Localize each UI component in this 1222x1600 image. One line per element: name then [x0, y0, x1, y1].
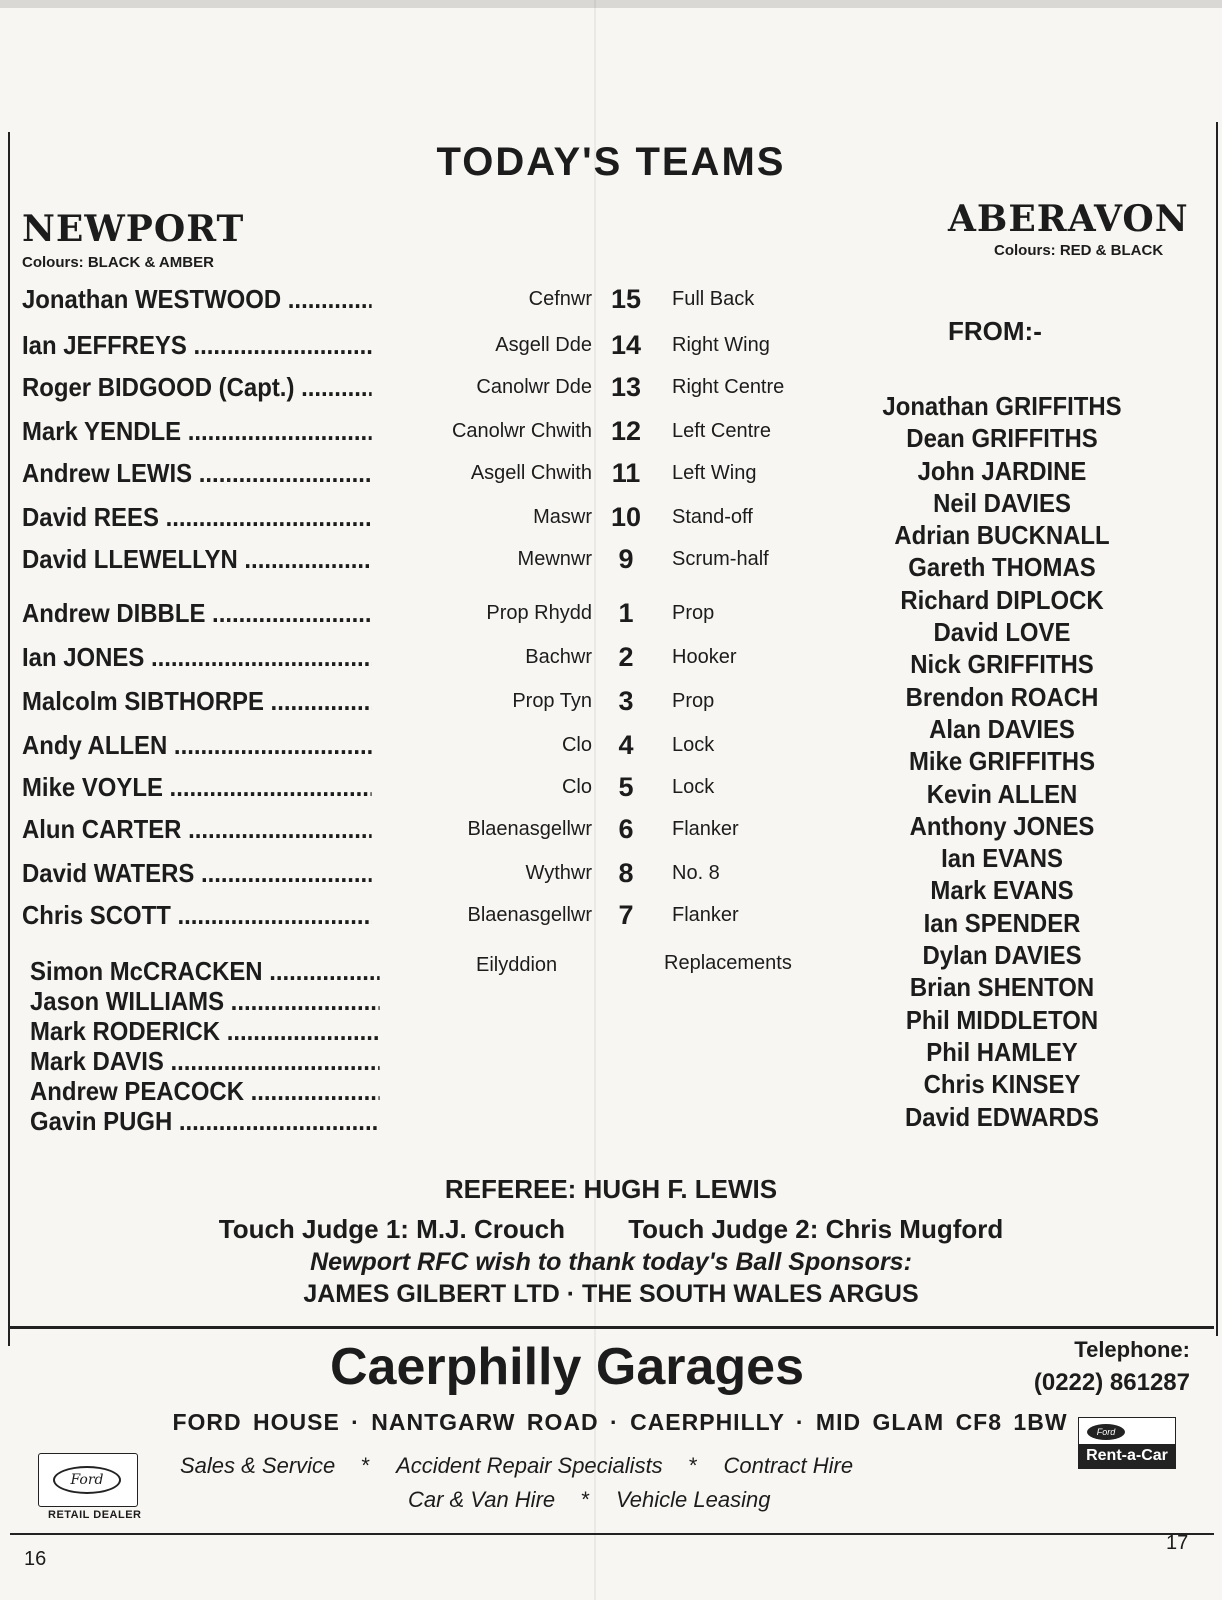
shirt-number: 12	[610, 416, 642, 446]
shirt-number: 15	[610, 284, 642, 314]
player-name: Mark YENDLE .....	[22, 416, 372, 447]
away-squad-player: Mark EVANS	[930, 875, 1074, 906]
away-from-label: FROM:-	[948, 316, 1042, 346]
shirt-number: 11	[611, 458, 641, 488]
shirt-number: 8	[618, 858, 634, 888]
replacement-player: Andrew PEACOCK .....	[30, 1076, 380, 1106]
position-name: Flanker	[672, 904, 739, 926]
position-name: Right Centre	[672, 376, 785, 398]
player-name: Chris SCOTT .....	[22, 900, 372, 931]
player-name: Roger BIDGOOD (Capt.) .....	[22, 372, 372, 403]
telephone-label: Telephone:	[1074, 1337, 1190, 1362]
away-squad-player: David EDWARDS	[904, 1101, 1100, 1132]
shirt-number: 3	[618, 686, 634, 716]
welsh-position: Canolwr Dde	[476, 376, 592, 398]
replacement-player: Gavin PUGH .....	[30, 1106, 380, 1136]
position-name: Full Back	[672, 288, 755, 310]
player-name: David LLEWELLYN .....	[22, 544, 372, 575]
left-border	[8, 132, 10, 1346]
away-squad-player: Richard DIPLOCK	[900, 584, 1104, 615]
away-squad-player: Alan DAVIES	[929, 713, 1075, 744]
service-car-van-hire: Car & Van Hire	[408, 1487, 556, 1512]
position-name: Prop	[672, 690, 715, 712]
welsh-position: Canolwr Chwith	[451, 420, 592, 442]
replacement-player: Mark RODERICK .....	[30, 1016, 380, 1046]
player-name: David WATERS .....	[22, 858, 372, 889]
away-squad-player: Kevin ALLEN	[926, 778, 1078, 809]
position-name: Lock	[672, 776, 715, 798]
service-contract-hire: Contract Hire	[723, 1453, 854, 1478]
away-team-colours: Colours: RED & BLACK	[994, 242, 1164, 259]
away-squad-player: Jonathan GRIFFITHS	[882, 391, 1122, 421]
sponsor-thanks: Newport RFC wish to thank today's Ball Sponsors:	[310, 1248, 912, 1276]
lineup-row	[22, 458, 842, 498]
lineup-row	[22, 598, 842, 638]
home-replacements	[30, 956, 410, 1136]
away-team-name: ABERAVON	[948, 198, 1189, 240]
services-line-1	[180, 1453, 1040, 1479]
replacements-label: Replacements	[664, 952, 792, 974]
replacement-player: Simon McCRACKEN .....	[30, 956, 380, 986]
page-number-left: 16	[24, 1548, 47, 1570]
away-squad-player: Phil MIDDLETON	[905, 1004, 1099, 1035]
welsh-position: Clo	[561, 776, 592, 798]
position-name: Left Wing	[672, 462, 757, 484]
telephone-number: (0222) 861287	[1033, 1369, 1190, 1396]
lineup-row	[22, 330, 842, 370]
page-top-edge	[0, 0, 1222, 8]
welsh-position: Bachwr	[525, 646, 592, 668]
lineup-row	[22, 730, 842, 770]
position-name: Hooker	[672, 646, 737, 668]
service-accident-repair: Accident Repair Specialists	[396, 1453, 663, 1478]
lineup-row	[22, 284, 842, 324]
advertisement	[10, 1326, 1214, 1535]
position-name: Flanker	[672, 818, 739, 840]
touch-judge-2: Touch Judge 2: Chris Mugford	[628, 1214, 1004, 1244]
lineup-row	[22, 372, 842, 412]
referee: REFEREE: HUGH F. LEWIS	[444, 1174, 778, 1204]
welsh-position: Prop Rhydd	[486, 602, 592, 624]
advert-brand: Caerphilly Garages	[330, 1338, 804, 1396]
rent-a-car-label: Rent-a-Car	[1079, 1444, 1175, 1468]
position-name: No. 8	[672, 862, 720, 884]
welsh-position: Asgell Chwith	[470, 462, 592, 484]
welsh-position: Prop Tyn	[512, 690, 592, 712]
lineup-row	[22, 814, 842, 854]
ford-logo-text: Ford	[70, 1472, 104, 1488]
away-squad-player: Phil HAMLEY	[926, 1036, 1078, 1067]
ford-mini-logo: Ford	[1087, 1424, 1125, 1440]
away-squad-player: Chris KINSEY	[923, 1069, 1081, 1100]
player-name: Andy ALLEN .....	[22, 730, 372, 761]
away-squad-player: Ian EVANS	[941, 843, 1063, 874]
lineup-row	[22, 858, 842, 898]
player-name: Malcolm SIBTHORPE .....	[22, 686, 372, 717]
replacement-player: Mark DAVIS .....	[30, 1046, 380, 1076]
player-name: Ian JEFFREYS .....	[22, 330, 372, 361]
lineup-row	[22, 900, 842, 940]
away-squad-player: Brian SHENTON	[909, 972, 1095, 1003]
player-name: Mike VOYLE .....	[22, 772, 372, 803]
welsh-position: Asgell Dde	[495, 334, 592, 356]
away-squad-player: Gareth THOMAS	[908, 552, 1096, 583]
away-squad-player: Mike GRIFFITHS	[908, 746, 1096, 777]
separator-star: *	[361, 1453, 370, 1478]
replacement-player: Jason WILLIAMS .....	[30, 986, 380, 1016]
position-name: Prop	[672, 602, 715, 624]
lineup-row	[22, 544, 842, 584]
player-name: Alun CARTER .....	[22, 814, 372, 845]
welsh-position: Cefnwr	[528, 288, 592, 310]
player-name: David REES .....	[22, 502, 372, 533]
away-squad-player: Brendon ROACH	[905, 681, 1099, 712]
welsh-position: Blaenasgellwr	[467, 818, 592, 840]
services-line-2	[408, 1487, 770, 1513]
welsh-position: Blaenasgellwr	[467, 904, 592, 926]
sponsor-names: JAMES GILBERT LTD · THE SOUTH WALES ARGUS	[303, 1280, 919, 1308]
player-name: Andrew DIBBLE .....	[22, 598, 372, 629]
position-name: Stand-off	[672, 506, 753, 528]
away-squad-player: Adrian BUCKNALL	[894, 520, 1110, 551]
advert-address: FORD HOUSE · NANTGARW ROAD · CAERPHILLY · MID GLAM CF8 1BW	[172, 1409, 1068, 1435]
touch-judge-1: Touch Judge 1: M.J. Crouch	[218, 1214, 565, 1244]
retail-dealer-label: RETAIL DEALER	[48, 1509, 142, 1521]
away-squad-player: Dylan DAVIES	[922, 940, 1082, 971]
service-vehicle-leasing: Vehicle Leasing	[615, 1487, 771, 1512]
touch-judges	[0, 1214, 1222, 1245]
ford-logo	[38, 1453, 138, 1507]
shirt-number: 9	[618, 544, 634, 574]
service-sales: Sales & Service	[180, 1453, 336, 1478]
shirt-number: 14	[610, 330, 642, 360]
rent-a-car-logo	[1078, 1417, 1176, 1469]
away-squad-player: Anthony JONES	[909, 810, 1095, 841]
position-name: Scrum-half	[672, 548, 769, 570]
page-title: TODAY'S TEAMS	[436, 140, 786, 184]
position-name: Left Centre	[672, 420, 771, 442]
welsh-position: Wythwr	[525, 862, 592, 884]
away-squad-player: Nick GRIFFITHS	[910, 649, 1094, 680]
shirt-number: 10	[610, 502, 642, 532]
shirt-number: 7	[618, 900, 634, 930]
right-border	[1216, 122, 1218, 1336]
shirt-number: 2	[618, 642, 634, 672]
page-number-right: 17	[1166, 1532, 1189, 1554]
lineup-row	[22, 686, 842, 726]
lineup-row	[22, 502, 842, 542]
welsh-position: Mewnwr	[517, 548, 592, 570]
lineup-row	[22, 772, 842, 812]
home-team-colours: Colours: BLACK & AMBER	[22, 254, 214, 271]
away-squad-player: Neil DAVIES	[933, 487, 1071, 518]
replacements-welsh-label: Eilyddion	[476, 954, 558, 976]
player-name: Andrew LEWIS .....	[22, 458, 372, 489]
shirt-number: 5	[618, 772, 634, 802]
shirt-number: 1	[618, 598, 634, 628]
player-name: Ian JONES .....	[22, 642, 372, 673]
away-squad-player: Ian SPENDER	[923, 907, 1081, 938]
away-squad-player: John JARDINE	[917, 455, 1087, 486]
lineup-row	[22, 642, 842, 682]
away-squad-list	[862, 390, 1142, 1133]
shirt-number: 4	[618, 730, 634, 760]
separator-star: *	[688, 1453, 698, 1478]
away-squad-player: Dean GRIFFITHS	[906, 423, 1098, 454]
player-name: Jonathan WESTWOOD .....	[22, 284, 372, 315]
shirt-number: 13	[610, 372, 642, 402]
position-name: Right Wing	[672, 334, 770, 356]
welsh-position: Maswr	[533, 506, 592, 528]
shirt-number: 6	[618, 814, 634, 844]
position-name: Lock	[672, 734, 715, 756]
away-squad-player: David LOVE	[933, 617, 1071, 648]
home-team-name: NEWPORT	[22, 208, 245, 250]
separator-star: *	[581, 1487, 590, 1512]
welsh-position: Clo	[561, 734, 592, 756]
lineup-row	[22, 416, 842, 456]
